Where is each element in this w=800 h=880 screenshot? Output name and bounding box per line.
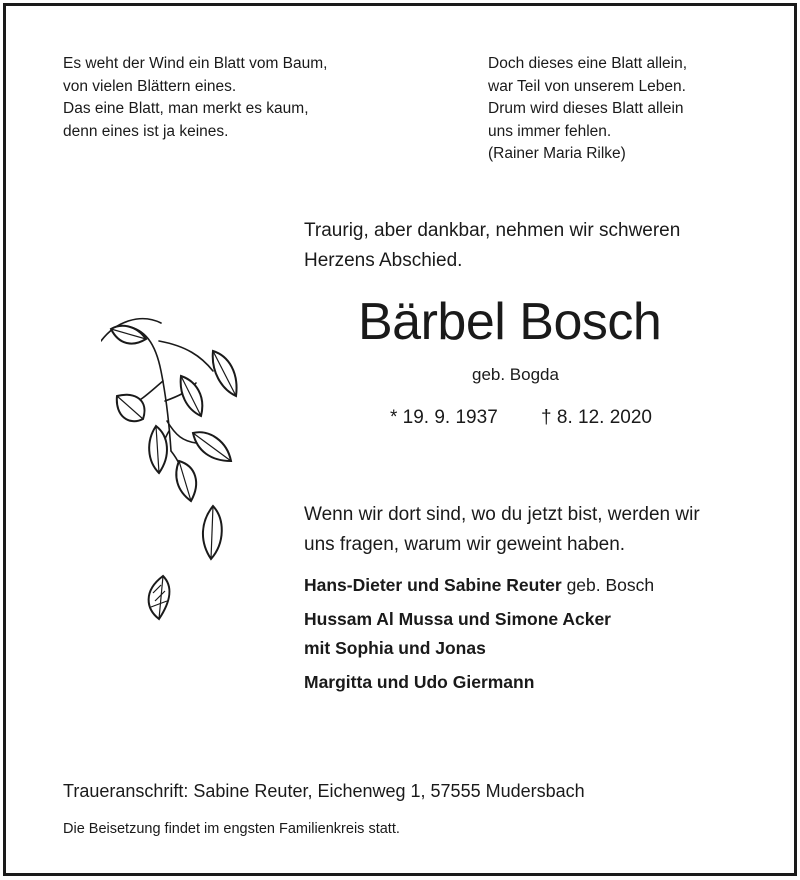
poem-right xyxy=(488,53,687,166)
mourner-entry xyxy=(304,668,654,697)
mourner-entry xyxy=(304,634,654,663)
quote-text xyxy=(304,500,700,560)
mourner-names: Hussam Al Mussa und Simone Acker xyxy=(304,609,611,629)
quote-line: uns fragen, warum wir geweint haben. xyxy=(304,534,626,555)
mourner-note: geb. Bosch xyxy=(561,575,655,595)
mourners-list xyxy=(304,571,654,697)
quote-line: Wenn wir dort sind, wo du jetzt bist, werden wir xyxy=(304,504,700,525)
poem-left-line: von vielen Blättern eines. xyxy=(63,77,237,95)
life-dates xyxy=(390,407,652,429)
poem-right-line: war Teil von unserem Leben. xyxy=(488,77,686,95)
intro-line: Herzens Abschied. xyxy=(304,250,463,271)
poem-left xyxy=(63,53,327,143)
mourner-names: mit Sophia und Jonas xyxy=(304,638,486,658)
mourner-names: Margitta und Udo Giermann xyxy=(304,672,535,692)
poem-attribution: (Rainer Maria Rilke) xyxy=(488,145,626,162)
poem-right-line: Drum wird dieses Blatt allein xyxy=(488,100,684,117)
poem-left-line: Es weht der Wind ein Blatt vom Baum, xyxy=(63,55,328,72)
burial-note: Die Beisetzung findet im engsten Familienkreis statt. xyxy=(63,821,400,837)
maiden-name: geb. Bogda xyxy=(472,365,559,384)
poem-left-line: Das eine Blatt, man merkt es kaum, xyxy=(63,100,309,117)
mourner-names: Hans-Dieter und Sabine Reuter xyxy=(304,575,562,595)
poem-right-line: uns immer fehlen. xyxy=(488,122,612,140)
mourner-entry xyxy=(304,571,654,600)
poem-right-line: Doch dieses eine Blatt allein, xyxy=(488,55,688,72)
intro-line: Traurig, aber dankbar, nehmen wir schweren xyxy=(304,220,681,241)
falling-leaves-icon xyxy=(101,301,261,641)
death-date: † 8. 12. 2020 xyxy=(541,407,652,428)
intro-text xyxy=(304,216,680,276)
poem-left-line: denn eines ist ja keines. xyxy=(63,122,229,140)
deceased-name: Bärbel Bosch xyxy=(358,293,662,351)
birth-date: * 19. 9. 1937 xyxy=(390,407,498,428)
mourning-address: Traueranschrift: Sabine Reuter, Eichenweg 1, 57555 Mudersbach xyxy=(63,781,585,801)
mourner-entry xyxy=(304,605,654,634)
obituary-frame xyxy=(3,3,797,876)
